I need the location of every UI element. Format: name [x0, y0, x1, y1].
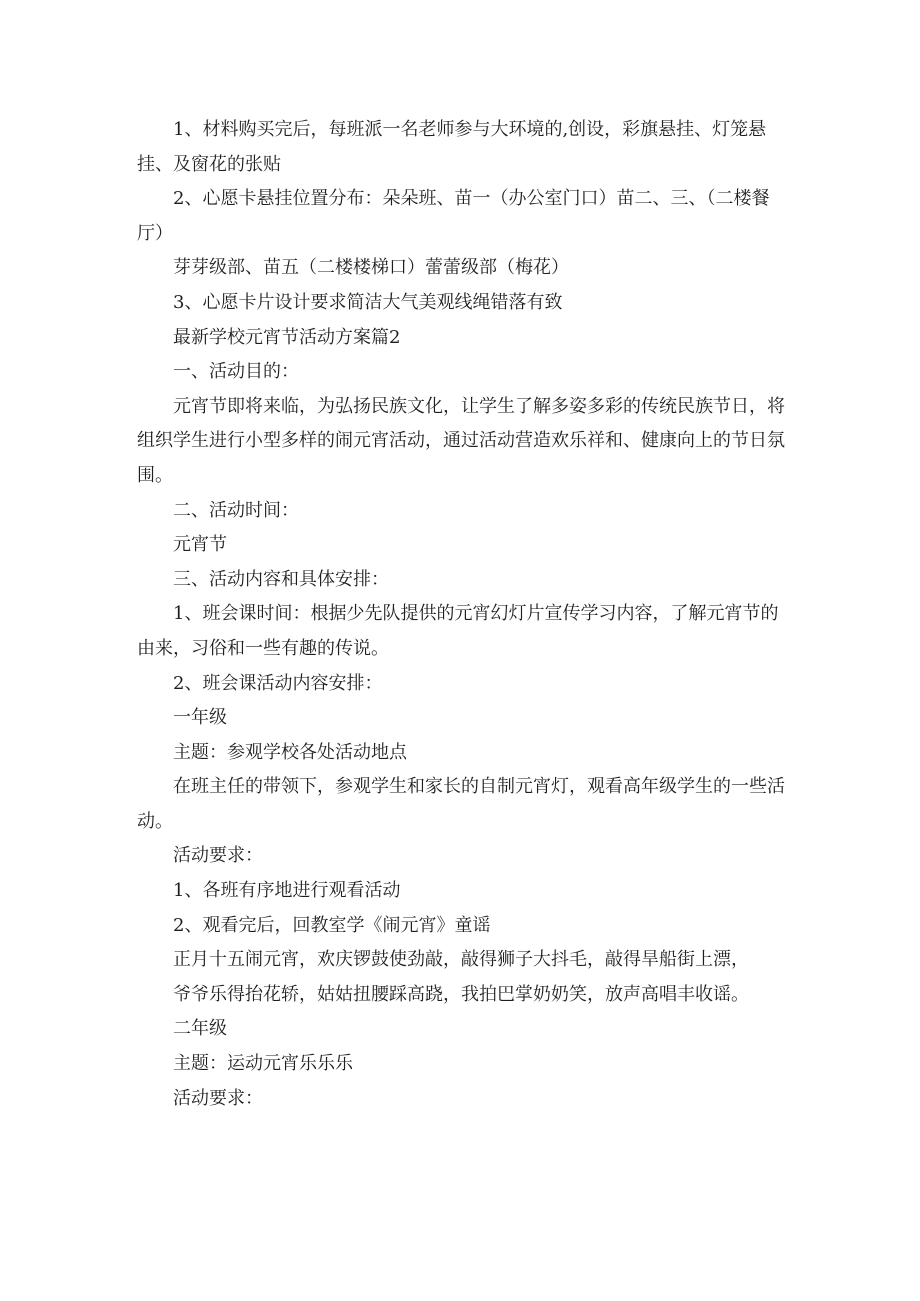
heading-grade-two: 二年级: [173, 1018, 227, 1040]
paragraph-requirement-2: 2、观看完后，回教室学《闹元宵》童谣: [173, 914, 491, 936]
paragraph-grade-one-theme: 主题：参观学校各处活动地点: [173, 741, 407, 763]
paragraph-ballad-line-2: 爷爷乐得抬花轿，姑姑扭腰踩高跷，我拍巴掌奶奶笑，放声高唱丰收谣。: [173, 983, 749, 1005]
document-body: [137, 113, 785, 1116]
heading-grade-one: 一年级: [173, 707, 227, 729]
heading-activity-time: 二、活动时间：: [173, 499, 299, 521]
paragraph-activity-purpose: 元宵节即将来临，为弘扬民族文化，让学生了解多姿多彩的传统民族节日，将组织学生进行小型多样的闹元宵活动，通过活动营造欢乐祥和、健康向上的节日氛围。: [137, 395, 785, 486]
heading-grade-one-requirements: 活动要求：: [173, 845, 263, 867]
section-title-plan-2: 最新学校元宵节活动方案篇2: [173, 326, 401, 348]
paragraph-activity-time: 元宵节: [173, 534, 227, 556]
heading-grade-two-requirements: 活动要求：: [173, 1087, 263, 1109]
heading-activity-purpose: 一、活动目的：: [173, 361, 299, 383]
paragraph-material-purchase: 1、材料购买完后，每班派一名老师参与大环境的,创设，彩旗悬挂、灯笼悬挂、及窗花的张贴: [137, 119, 767, 175]
paragraph-wish-card-location: 2、心愿卡悬挂位置分布：朵朵班、苗一（办公室门口）苗二、三、（二楼餐厅）: [137, 188, 770, 244]
paragraph-wish-card-design: 3、心愿卡片设计要求简洁大气美观线绳错落有致: [173, 291, 563, 313]
paragraph-ballad-line-1: 正月十五闹元宵，欢庆锣鼓使劲敲，敲得狮子大抖毛，敲得旱船街上漂，: [173, 949, 749, 971]
paragraph-sprout-grade: 芽芽级部、苗五（二楼楼梯口）蕾蕾级部（梅花）: [173, 257, 569, 279]
paragraph-requirement-1: 1、各班有序地进行观看活动: [173, 880, 401, 902]
paragraph-grade-one-visit: 在班主任的带领下，参观学生和家长的自制元宵灯，观看高年级学生的一些活动。: [137, 776, 785, 832]
paragraph-class-meeting-arrangement: 2、班会课活动内容安排：: [173, 672, 383, 694]
paragraph-class-meeting-time: 1、班会课时间：根据少先队提供的元宵幻灯片宣传学习内容，了解元宵节的由来，习俗和一些有趣的传说。: [137, 603, 779, 659]
paragraph-grade-two-theme: 主题：运动元宵乐乐乐: [173, 1053, 353, 1075]
heading-activity-content: 三、活动内容和具体安排：: [173, 568, 389, 590]
